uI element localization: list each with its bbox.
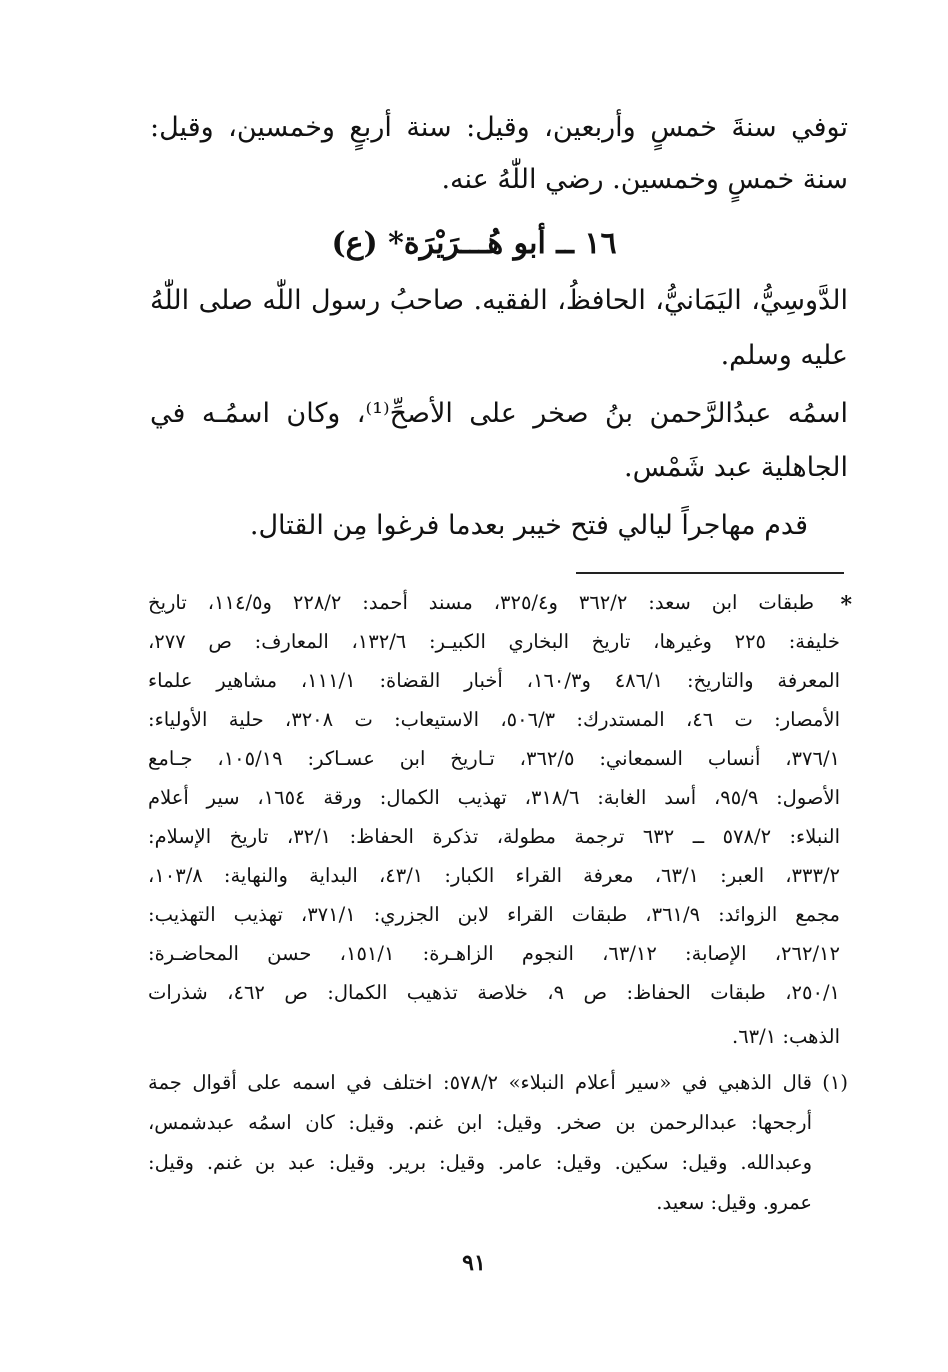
footnote-number: (١)	[822, 1071, 848, 1094]
footnote-line: خليفة: ٢٢٥ وغيرها، تاريخ البخاري الكبيـر: ١٣٢/٦، المعارف: ص ٢٧٧،	[148, 630, 840, 653]
footnote-divider	[576, 572, 844, 574]
footnote-line: طبقات ابن سعد: ٣٦٢/٢ و٣٢٥/٤، مسند أحمد: ٢٢٨/٢ و١١٤/٥، تاريخ	[148, 591, 814, 614]
footnote-line: أرجحها: عبدالرحمن بن صخر. وقيل: ابن غنم. وقيل: كان اسمُه عبدشمس،	[148, 1111, 812, 1134]
footnote-line: ٣٧٦/١، أنساب السمعاني: ٣٦٢/٥، تـاريخ ابن عسـاكر: ١٠٥/١٩، جـامع	[148, 747, 840, 770]
footnote-line: ٢٥٠/١، طبقات الحفاظ: ص ٩، خلاصة تذهيب الكمال: ص ٤٦٢، شذرات	[148, 981, 841, 1004]
entry-heading: ١٦ ــ أبو هُـــرَيْرَة* (ع)	[331, 226, 617, 261]
footnote-line: الذهب: ٦٣/١.	[732, 1025, 840, 1048]
page-number: ٩١	[462, 1250, 486, 1276]
footnote-star-marker: *	[840, 592, 852, 618]
body-line: اسمُه عبدُالرَّحمن بنُ صخر على الأصحِّ⁽¹⁾، وكان اسمُـه في	[150, 398, 848, 429]
footnote-line: وعبدالله. وقيل: سكين. وقيل: عامر. وقيل: برير. وقيل: عبد بن غنم. وقيل:	[148, 1151, 812, 1174]
footnote-line: قال الذهبي في «سير أعلام النبلاء» ٥٧٨/٢: اختلف في اسمه على أقوال جمة	[148, 1071, 812, 1094]
footnote-line: عمرو. وقيل: سعيد.	[656, 1191, 812, 1214]
footnote-line: مجمع الزوائد: ٣٦١/٩، طبقات القراء لابن الجزري: ٣٧١/١، تهذيب التهذيب:	[148, 903, 840, 926]
footnote-line: ٢٦٢/١٢، الإصابة: ٦٣/١٢، النجوم الزاهـرة: ١٥١/١، حسن المحاضـرة:	[148, 942, 840, 965]
footnote-line: النبلاء: ٥٧٨/٢ ــ ٦٣٢ ترجمة مطولة، تذكرة الحفاظ: ٣٢/١، تاريخ الإسلام:	[148, 825, 840, 848]
footnote-line: الأمصار: ت ٤٦، المستدرك: ٥٠٦/٣، الاستيعاب: ت ٣٢٠٨، حلية الأولياء:	[148, 708, 841, 731]
body-line: عليه وسلم.	[720, 340, 848, 371]
body-line: الجاهلية عبد شَمْس.	[623, 452, 848, 483]
footnote-line: ٣٣٣/٢، العبر: ٦٣/١، معرفة القراء الكبار: ٤٣/١، البداية والنهاية: ١٠٣/٨،	[148, 864, 841, 887]
footnote-line: المعرفة والتاريخ: ٤٨٦/١ و١٦٠/٣، أخبار القضاة: ١١١/١، مشاهير علماء	[148, 669, 840, 692]
body-line: توفي سنةَ خمسٍ وأربعين، وقيل: سنة أربعٍ وخمسين، وقيل:	[150, 112, 848, 143]
footnote-line: الأصول: ٩٥/٩، أسد الغابة: ٣١٨/٦، تهذيب الكمال: ورقة ١٦٥٤، سير أعلام	[148, 786, 841, 809]
body-line: سنة خمسٍ وخمسين. رضي اللّٰهُ عنه.	[441, 164, 848, 195]
body-line: قدم مهاجراً ليالي فتح خيبر بعدما فرغوا مِن القتال.	[249, 510, 808, 541]
body-line: الدَّوسِيُّ، اليَمَانيُّ، الحافظُ، الفقيه. صاحبُ رسول اللّٰه صلى اللّٰهُ	[150, 285, 848, 316]
